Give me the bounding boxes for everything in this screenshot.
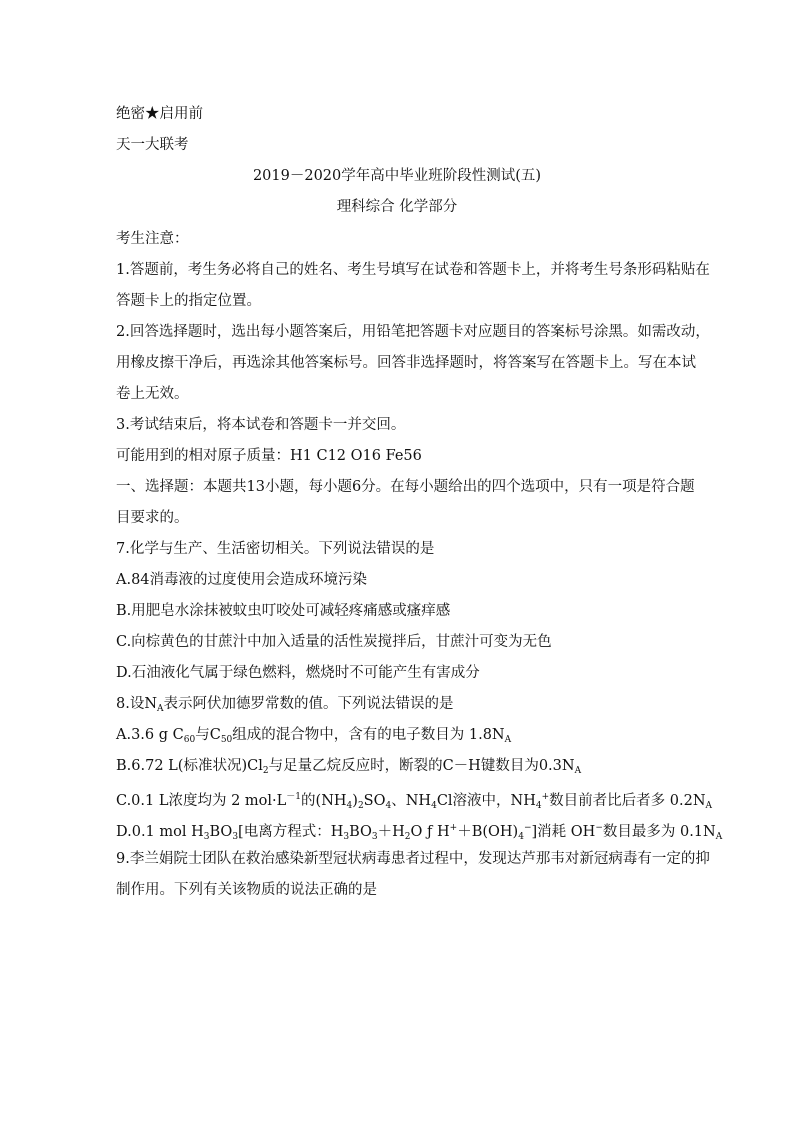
question-8-option-d: D.0.1 mol $H_3BO_3$[电离方程式：$H_3BO_3+H_2O$ ƒ $H^++B(OH)_4^-$]消耗 OH−数目最多为 $0.1N_A$	[116, 823, 723, 842]
question-7-option-d: D.石油液化气属于绿色燃料，燃烧时不可能产生有害成分	[116, 665, 480, 681]
question-8-option-b: B.6.72 L(标准状况)$Cl_2$与足量乙烷反应时，断裂的C－H键数目为$0.3N_A$	[116, 758, 582, 776]
org-name: 天一大联考	[116, 137, 189, 153]
exam-subtitle: 理科综合 化学部分	[336, 199, 458, 215]
section-1-line-1: 一、选择题：本题共13小题，每小题6分。在每小题给出的四个选项中，只有一项是符合题	[116, 479, 695, 495]
question-9-line-1: 9.李兰娟院士团队在救治感染新型冠状病毒患者过程中，发现达芦那韦对新冠病毒有一定的抑	[116, 851, 710, 867]
question-8-option-c: C.0.1 L浓度均为 2 $mol\cdot L^{-1}$的$(NH_4)_2SO_4$、$NH_4Cl$溶液中，$NH_4^+$数目前者比后者多 $0.2N_A$	[116, 792, 713, 811]
question-7-stem: 7.化学与生产、生活密切相关。下列说法错误的是	[116, 541, 435, 557]
notice-item-1-line-1: 1.答题前，考生务必将自己的姓名、考生号填写在试卷和答题卡上，并将考生号条形码粘贴在	[116, 262, 710, 278]
notice-item-3: 3.考试结束后，将本试卷和答题卡一并交回。	[116, 417, 406, 433]
question-9-line-2: 制作用。下列有关该物质的说法正确的是	[116, 882, 377, 898]
question-7-option-c: C.向棕黄色的甘蔗汁中加入适量的活性炭搅拌后，甘蔗汁可变为无色	[116, 634, 552, 650]
question-7-option-a: A.84消毒液的过度使用会造成环境污染	[116, 572, 368, 588]
question-7-option-b: B.用肥皂水涂抹被蚊虫叮咬处可减轻疼痛感或瘙痒感	[116, 603, 451, 619]
notice-item-1-line-2: 答题卡上的指定位置。	[116, 293, 261, 309]
notice-item-2-line-3: 卷上无效。	[116, 386, 189, 402]
section-1-line-2: 目要求的。	[116, 510, 189, 526]
question-8-option-a: A.3.6 g $C_{60}$与$C_{50}$组成的混合物中，含有的电子数目为 $1.8N_A$	[116, 727, 512, 745]
notice-item-2-line-1: 2.回答选择题时，选出每小题答案后，用铅笔把答题卡对应题目的答案标号涂黑。如需改动，	[116, 324, 710, 340]
question-8-stem: 8.设$N_A$表示阿伏加德罗常数的值。下列说法错误的是	[116, 696, 454, 714]
notice-heading: 考生注意：	[116, 231, 189, 247]
exam-title: 2019－2020学年高中毕业班阶段性测试(五)	[252, 168, 542, 184]
secret-label: 绝密★启用前	[116, 106, 203, 122]
atomic-masses: 可能用到的相对原子质量：H1 C12 O16 Fe56	[116, 448, 422, 464]
notice-item-2-line-2: 用橡皮擦干净后，再选涂其他答案标号。回答非选择题时，将答案写在答题卡上。写在本试	[116, 355, 696, 371]
